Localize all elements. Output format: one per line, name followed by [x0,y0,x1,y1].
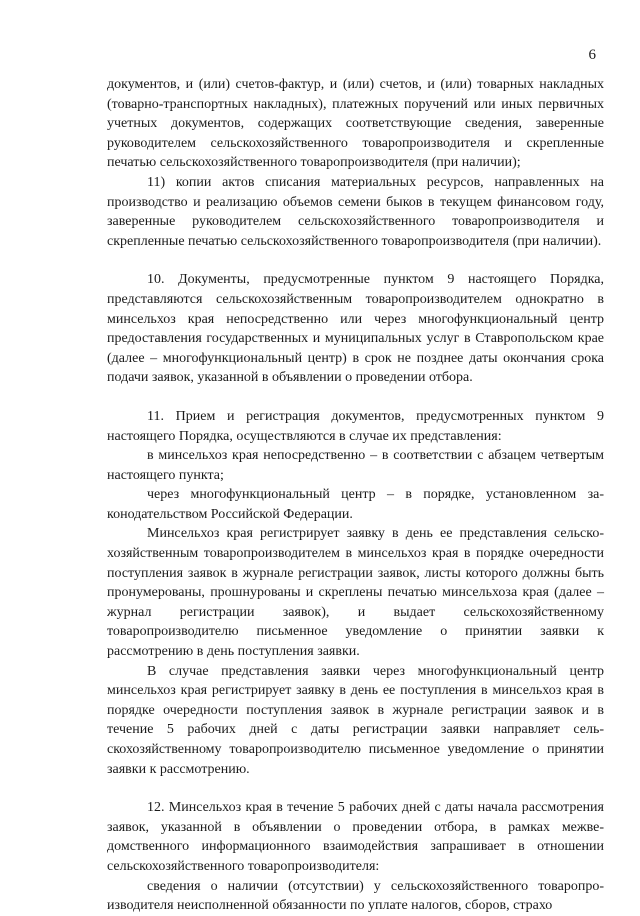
paragraph: через многофункциональный центр – в порядке, установленном законодательством Российской Федерации. [107,487,604,522]
paragraph: 10. Документы, предусмотренные пунктом 9 настоящего Порядка, представляются сельскохозяйственным товаропроизводителем однократно в минсельхоз края непосредственно или через многофункциональный центр предоставления государственных и муниципальных услуг в Ставропольском крае (далее – многофункциональный центр) в срок не позднее даты окончания срока подачи заявок, указанной в объявлении о проведении отбора. [107,272,604,386]
paragraph: Минсельхоз края регистрирует заявку в день ее представления сельскохозяйственным товаропроизводителем в минсельхоз края в порядке очередности поступления заявок в журнале регистрации заявок, листы которого должны быть пронумерованы, прошнурованы и скреплены печатью минсельхоза края (далее – журнал регистрации заявок), и выдает сельскохозяйственному товаропроизводителю письменное уведомление о принятии заявки к рассмотрению в день поступления заявки. [107,526,604,660]
paragraph: В случае представления заявки через многофункциональный центр минсельхоз края регистрирует заявку в день ее поступления в минсельхоз края в порядке очередности поступления заявок в журнале регистрации заявок и в течение 5 рабочих дней с даты регистрации заявки направляет сельскохозяйственному товаропроизводителю письменное уведомление о принятии заявки к рассмотрению. [107,663,604,777]
document-body [107,75,604,916]
paragraph: 11. Прием и регистрация документов, предусмотренных пунктом 9 настоящего Порядка, осуществляются в случае их представления: [107,408,604,444]
paragraph: документов, и (или) счетов-фактур, и (или) счетов, и (или) товарных накладных (товарно-транспортных накладных), платежных поручений или иных первичных учетных документов, содержащих соответствующие сведения, заверенные руководителем сельскохозяйственного товаропроизводителя и скрепленные печатью сельскохозяйственного товаропроизводителя (при наличии); [107,77,604,171]
paragraph: сведения о наличии (отсутствии) у сельскохозяйственного товаропроизводителя неисполненной обязанности по уплате налогов, сборов, страхо [107,878,604,914]
page-number: 6 [588,47,596,63]
paragraph: 11) копии актов списания материальных ресурсов, направленных на производство и реализацию объемов семени быков в текущем финансовом году, заверенные руководителем сельскохозяйственного товаропроизводителя и скрепленные печатью сельскохозяйственного товаропроизводителя (при наличии). [107,174,604,249]
paragraph: в минсельхоз края непосредственно – в соответствии с абзацем четвертым настоящего пункта; [107,448,604,483]
paragraph: 12. Минсельхоз края в течение 5 рабочих дней с даты начала рассмотрения заявок, указанной в объявлении о проведении отбора, в рамках межведомственного информационного взаимодействия запрашивает в отношении сельскохозяйственного товаропроизводителя: [107,800,604,874]
